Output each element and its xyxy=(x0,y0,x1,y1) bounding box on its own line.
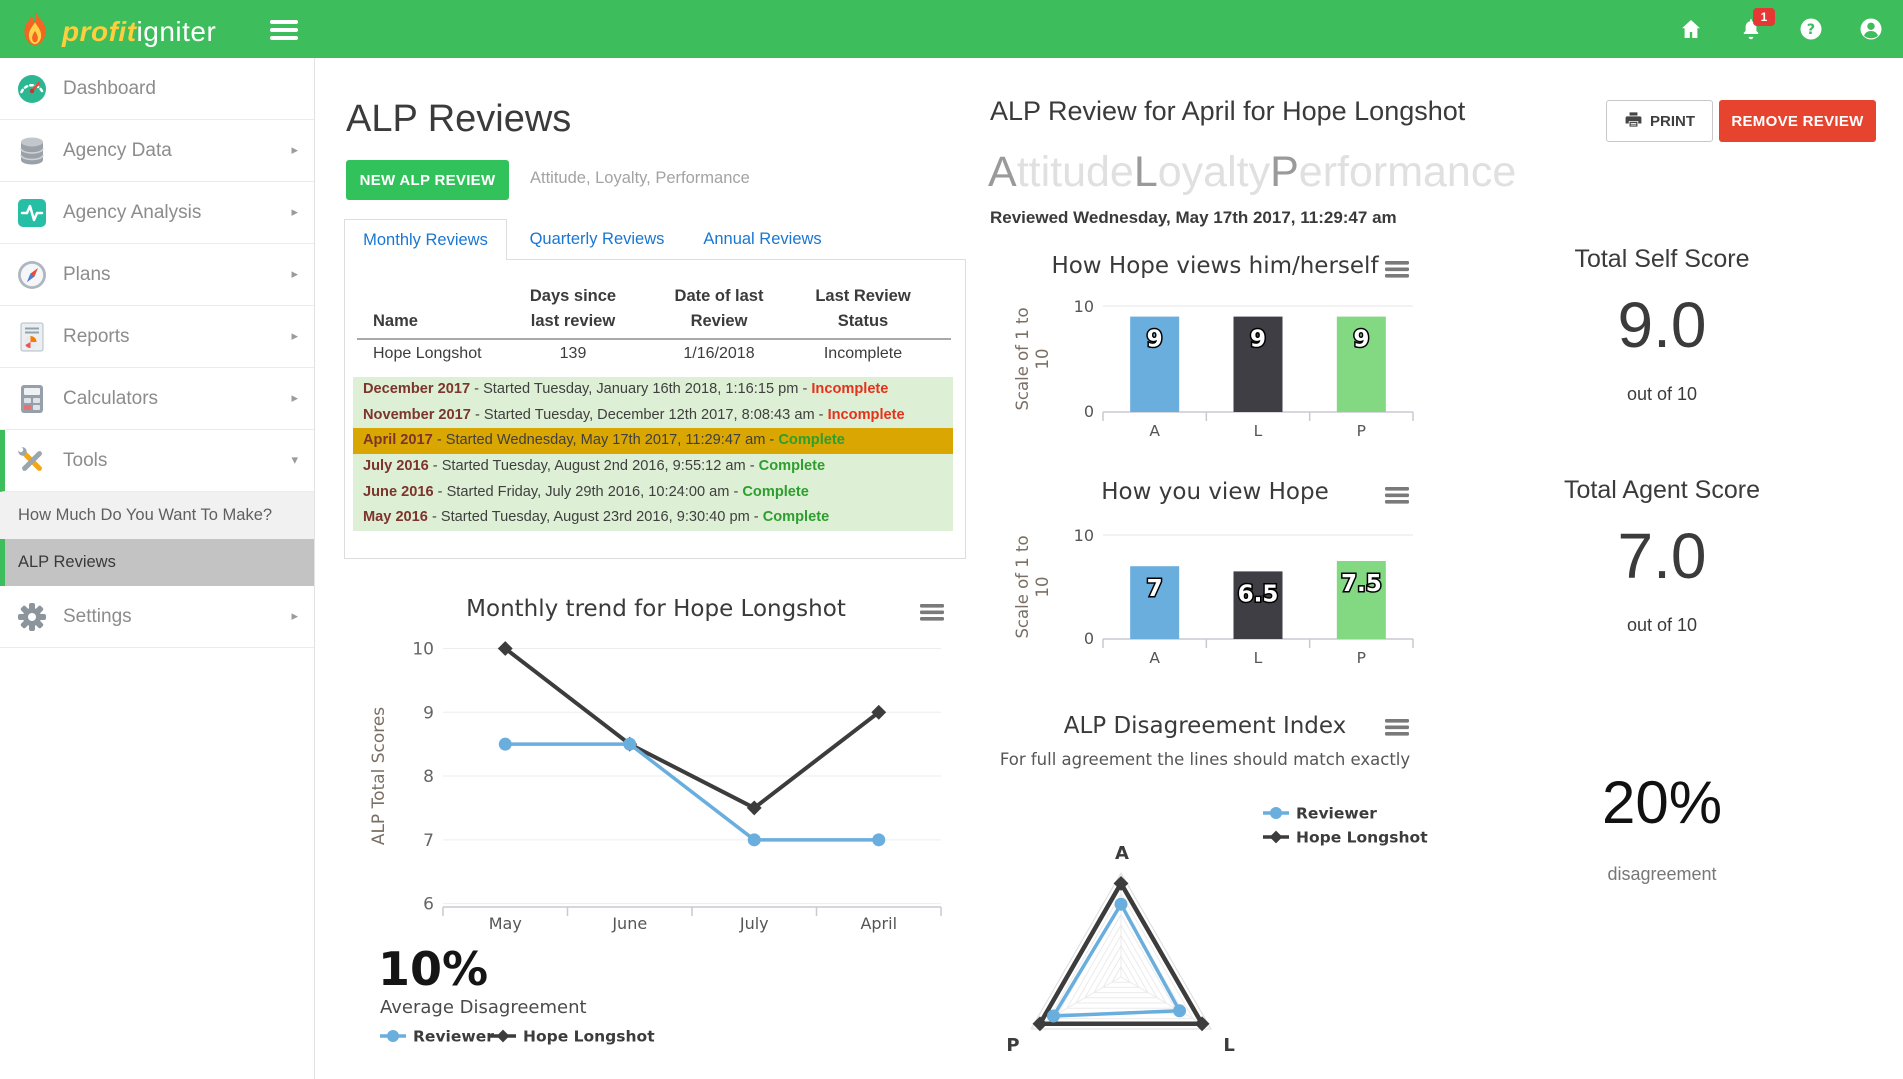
compass-icon xyxy=(15,258,49,292)
svg-text:10%: 10% xyxy=(378,942,489,996)
history-row-june-2016[interactable]: June 2016 - Started Friday, July 29th 2016, 10:24:00 am - Complete xyxy=(353,480,953,506)
top-navbar xyxy=(0,0,1903,58)
tab-quarterly-reviews[interactable]: Quarterly Reviews xyxy=(529,230,665,248)
svg-text:How you view Hope: How you view Hope xyxy=(1101,479,1329,505)
notification-badge: 1 xyxy=(1753,8,1775,26)
svg-text:P: P xyxy=(1356,649,1367,667)
svg-text:P: P xyxy=(1356,422,1367,440)
svg-text:9: 9 xyxy=(1249,326,1267,353)
svg-text:10: 10 xyxy=(1033,576,1052,598)
chart-menu-icon[interactable] xyxy=(1385,719,1409,736)
home-icon[interactable] xyxy=(1679,17,1703,41)
svg-text:L: L xyxy=(1253,422,1263,440)
total-self-score-title: Total Self Score xyxy=(1574,245,1750,273)
svg-text:0: 0 xyxy=(1083,629,1094,648)
svg-text:0: 0 xyxy=(1083,402,1094,421)
agent-view-bar-chart xyxy=(990,475,1470,690)
sidebar-item-plans[interactable] xyxy=(0,244,314,306)
svg-text:How Hope views him/herself: How Hope views him/herself xyxy=(1051,253,1379,279)
tab-monthly-reviews[interactable]: Monthly Reviews xyxy=(344,219,507,260)
tools-icon xyxy=(15,444,49,478)
sidebar-subitem-alp-reviews[interactable]: ALP Reviews xyxy=(0,539,314,586)
reviewed-timestamp: Reviewed Wednesday, May 17th 2017, 11:29:47 am xyxy=(990,208,1397,227)
total-agent-score-value: 7.0 xyxy=(1617,520,1707,592)
history-row-july-2016[interactable]: July 2016 - Started Tuesday, August 2nd 2016, 9:55:12 am - Complete xyxy=(353,454,953,480)
disagreement-caption: disagreement xyxy=(1607,864,1717,884)
bell-icon[interactable] xyxy=(1739,10,1768,41)
sidebar-item-agency-data[interactable] xyxy=(0,120,314,182)
svg-text:7.5: 7.5 xyxy=(1340,571,1382,597)
cell-days-since: 139 xyxy=(559,345,587,362)
legend-item-reviewer[interactable] xyxy=(380,1028,494,1046)
svg-text:Scale of 1 to: Scale of 1 to xyxy=(1013,535,1032,639)
column-header-days-since[interactable]: Days since last review xyxy=(529,287,617,330)
legend-item-hope-longshot[interactable] xyxy=(1263,829,1428,847)
gauge-icon xyxy=(15,72,49,106)
sidebar-item-label: Settings xyxy=(63,605,132,627)
column-header-status[interactable]: Last Review Status xyxy=(815,287,911,330)
svg-text:7: 7 xyxy=(423,830,434,851)
sidebar-item-label: Agency Analysis xyxy=(63,201,202,223)
remove-review-button[interactable]: REMOVE REVIEW xyxy=(1719,100,1876,142)
new-alp-review-button[interactable]: NEW ALP REVIEW xyxy=(346,160,509,200)
svg-text:?: ? xyxy=(1806,22,1816,38)
monthly-trend-chart xyxy=(344,580,966,1079)
tab-annual-reviews[interactable]: Annual Reviews xyxy=(703,230,822,248)
svg-text:L: L xyxy=(1223,1035,1235,1056)
user-account-icon[interactable] xyxy=(1859,17,1883,41)
history-row-may-2016[interactable]: May 2016 - Started Tuesday, August 23rd 2016, 9:30:40 pm - Complete xyxy=(353,505,953,531)
svg-text:Reviewer: Reviewer xyxy=(413,1027,494,1046)
column-header-date[interactable]: Date of last Review xyxy=(674,287,764,330)
svg-text:9: 9 xyxy=(1353,326,1370,353)
history-row-april-2017[interactable]: April 2017 - Started Wednesday, May 17th 2017, 11:29:47 am - Complete xyxy=(353,428,953,454)
svg-text:June: June xyxy=(612,914,648,933)
help-icon[interactable] xyxy=(1799,17,1823,41)
printer-icon xyxy=(1624,110,1643,133)
sidebar-item-label: Reports xyxy=(63,325,130,347)
chevron-right-icon: ▸ xyxy=(291,609,298,624)
svg-text:9: 9 xyxy=(1146,326,1163,353)
brand-logo[interactable] xyxy=(16,8,216,55)
svg-text:May: May xyxy=(488,914,522,933)
self-view-bar-chart xyxy=(990,245,1470,465)
alp-subtitle: Attitude, Loyalty, Performance xyxy=(530,169,750,187)
report-icon xyxy=(15,320,49,354)
chevron-right-icon: ▸ xyxy=(291,391,298,406)
svg-text:April: April xyxy=(860,914,898,933)
sidebar-item-tools[interactable] xyxy=(0,430,314,492)
sidebar-item-agency-analysis[interactable] xyxy=(0,182,314,244)
svg-text:July: July xyxy=(739,914,769,933)
svg-text:A: A xyxy=(1149,422,1160,440)
sidebar-item-label: Tools xyxy=(63,449,108,471)
sidebar-subitem-how-much-do-you-want-to-make-[interactable]: How Much Do You Want To Make? xyxy=(0,492,314,539)
cell-name[interactable]: Hope Longshot xyxy=(373,345,482,362)
review-panel-title: ALP Review for April for Hope Longshot xyxy=(990,96,1466,126)
svg-text:10: 10 xyxy=(1033,348,1052,370)
print-button[interactable]: PRINT xyxy=(1606,100,1713,142)
sidebar xyxy=(0,58,315,1079)
sidebar-item-label: Calculators xyxy=(63,387,159,409)
review-history-list xyxy=(353,377,953,531)
svg-text:Hope Longshot: Hope Longshot xyxy=(1296,828,1428,847)
pulse-icon xyxy=(15,196,49,230)
svg-text:10: 10 xyxy=(1073,526,1094,545)
svg-text:Reviewer: Reviewer xyxy=(1296,804,1377,823)
svg-text:ALP Total Scores: ALP Total Scores xyxy=(369,706,389,846)
database-icon xyxy=(15,134,49,168)
chart-menu-icon[interactable] xyxy=(1385,261,1409,278)
sidebar-item-label: Plans xyxy=(63,263,111,285)
total-self-score-value: 9.0 xyxy=(1617,289,1707,361)
svg-text:10: 10 xyxy=(412,639,434,660)
svg-text:Hope Longshot: Hope Longshot xyxy=(523,1027,655,1046)
header-divider xyxy=(357,338,951,340)
svg-text:A: A xyxy=(1149,649,1160,667)
svg-text:6.5: 6.5 xyxy=(1237,581,1279,608)
disagreement-percent: 20% xyxy=(1601,769,1723,836)
svg-text:Monthly trend for Hope Longsho: Monthly trend for Hope Longshot xyxy=(466,596,846,622)
chevron-right-icon: ▸ xyxy=(291,267,298,282)
chevron-right-icon: ▸ xyxy=(291,329,298,344)
chevron-right-icon: ▸ xyxy=(291,205,298,220)
history-row-november-2017[interactable]: November 2017 - Started Tuesday, December 12th 2017, 8:08:43 am - Incomplete xyxy=(353,403,953,429)
svg-text:Scale of 1 to: Scale of 1 to xyxy=(1013,307,1032,411)
alp-watermark: AttitudeLoyaltyPerformance xyxy=(988,148,1517,196)
legend-item-hope-longshot[interactable] xyxy=(490,1028,655,1046)
total-agent-score-caption: out of 10 xyxy=(1626,615,1698,635)
svg-text:6: 6 xyxy=(423,894,434,915)
brand-wordmark: profitigniter xyxy=(62,15,217,47)
svg-text:ALP Disagreement Index: ALP Disagreement Index xyxy=(1063,713,1347,739)
legend-item-reviewer[interactable] xyxy=(1263,805,1377,823)
cell-date: 1/16/2018 xyxy=(683,345,755,362)
total-self-score-caption: out of 10 xyxy=(1626,384,1698,404)
cell-status: Incomplete xyxy=(823,345,903,362)
flame-logo-icon xyxy=(16,8,54,55)
svg-text:7: 7 xyxy=(1146,576,1163,603)
chevron-right-icon: ▸ xyxy=(291,143,298,158)
chart-menu-icon[interactable] xyxy=(1385,487,1409,504)
page-title: ALP Reviews xyxy=(346,98,572,140)
sidebar-item-reports[interactable] xyxy=(0,306,314,368)
sidebar-item-label: Dashboard xyxy=(63,77,156,99)
svg-text:L: L xyxy=(1253,649,1263,667)
disagreement-radar-chart xyxy=(990,695,1470,1079)
chart-menu-icon[interactable] xyxy=(920,604,944,621)
svg-text:For full agreement the lines s: For full agreement the lines should match exactly xyxy=(999,750,1411,769)
calculator-icon xyxy=(15,382,49,416)
total-agent-score-title: Total Agent Score xyxy=(1564,476,1760,504)
svg-text:A: A xyxy=(1115,843,1129,864)
sidebar-item-label: Agency Data xyxy=(63,139,172,161)
svg-text:P: P xyxy=(1006,1035,1020,1056)
gear-icon xyxy=(15,600,49,634)
chevron-down-icon: ▾ xyxy=(291,453,298,468)
svg-text:10: 10 xyxy=(1073,297,1094,316)
svg-text:8: 8 xyxy=(423,767,434,788)
sidebar-item-calculators[interactable] xyxy=(0,368,314,430)
svg-text:Average Disagreement: Average Disagreement xyxy=(380,997,587,1018)
reviews-table-panel xyxy=(344,259,966,559)
sidebar-item-settings[interactable] xyxy=(0,586,314,648)
sidebar-item-dashboard[interactable] xyxy=(0,58,314,120)
history-row-december-2017[interactable]: December 2017 - Started Tuesday, January 16th 2018, 1:16:15 pm - Incomplete xyxy=(353,377,953,403)
sidebar-toggle-hamburger-icon[interactable] xyxy=(270,20,298,44)
column-header-name[interactable]: Name xyxy=(373,312,418,330)
svg-text:9: 9 xyxy=(423,703,434,724)
